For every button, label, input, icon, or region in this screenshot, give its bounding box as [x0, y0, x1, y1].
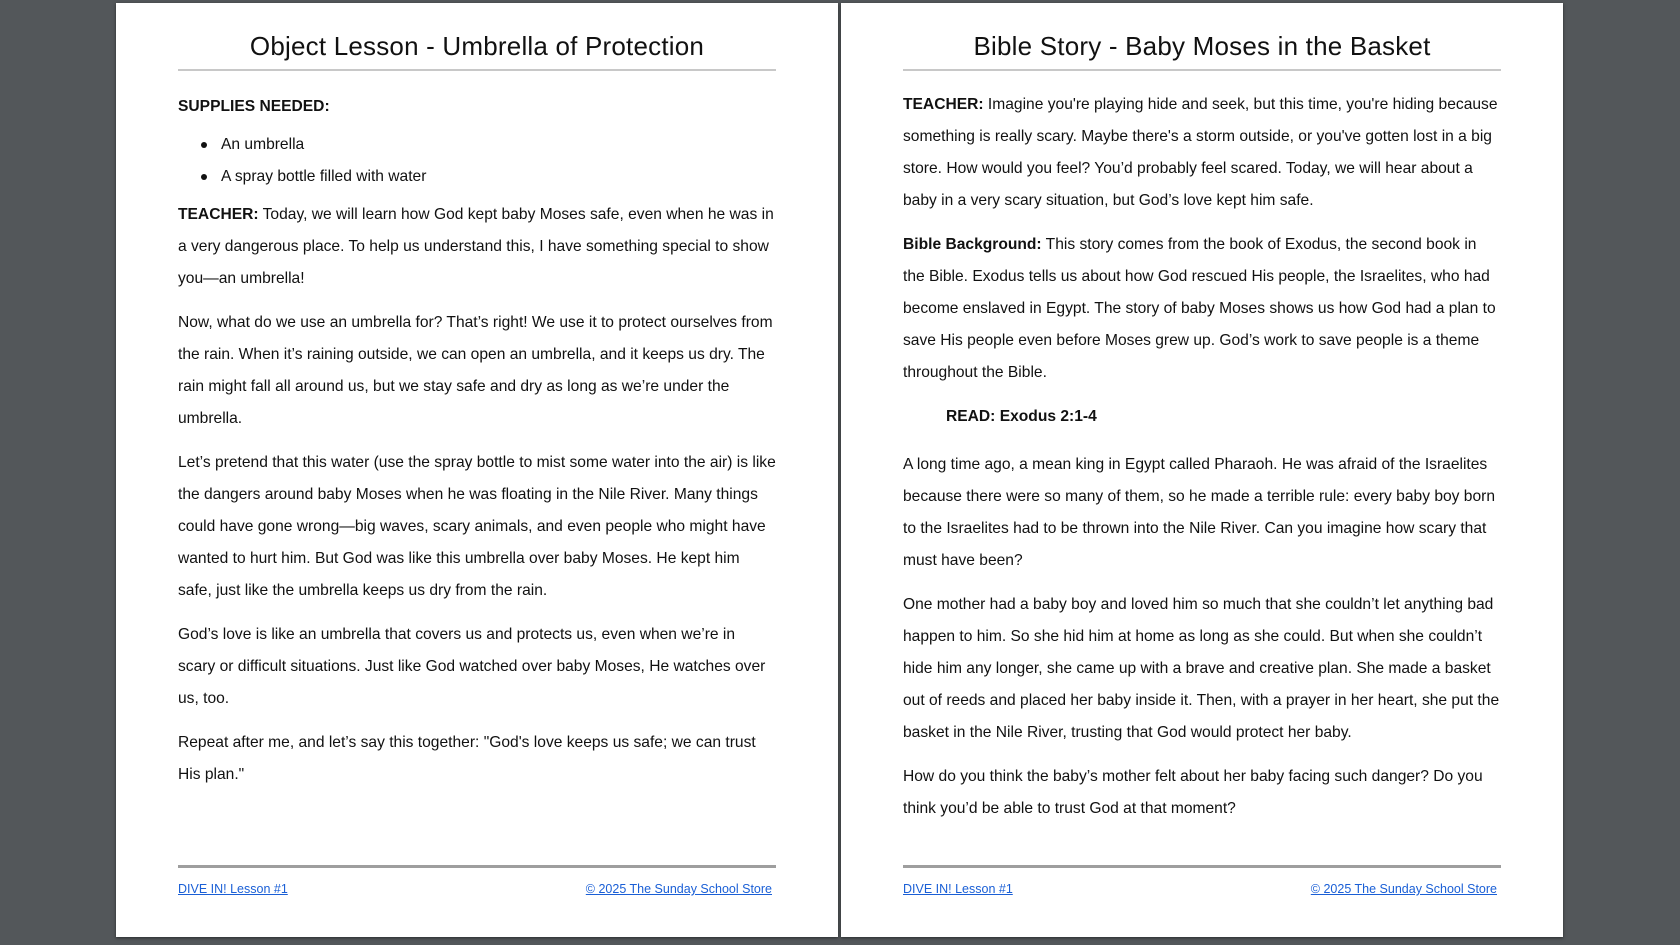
bible-background-paragraph: Bible Background: This story comes from the book of Exodus, the second book in the Bible. Exodus tells us about how God rescued His people, the Israelites, who had become enslaved in Egypt. The story of baby Moses shows us how God had a plan to save His people even before Moses grew up. God’s work to save people is a theme throughout the Bible.: [903, 236, 1496, 381]
story-paragraph: One mother had a baby boy and loved him so much that she couldn’t let anything bad happen to him. So she hid him at home as long as she could. But when she couldn’t hide him any longer, she came up with a brave and creative plan. She made a basket out of reeds and placed her baby inside it. Then, with a prayer in her heart, she put the basket in the Nile River, trusting that God would protect her baby.: [903, 596, 1500, 741]
document-page-right: [841, 3, 1563, 937]
teacher-paragraph: TEACHER: Imagine you're playing hide and seek, but this time, you're hiding because something is really scary. Maybe there's a storm outside, or you've gotten lost in a big store. How would you feel? You’d probably feel scared. Today, we will hear about a baby in a very scary situation, but God’s love kept him safe.: [903, 96, 1498, 209]
page-footer: [903, 865, 1501, 896]
paragraph-label: TEACHER:: [903, 96, 984, 113]
page-title: Object Lesson - Umbrella of Protection: [249, 31, 705, 61]
paragraph: Repeat after me, and let’s say this together: "God's love keeps us safe; we can trust His plan.": [178, 734, 756, 783]
lesson-link[interactable]: DIVE IN! Lesson #1: [903, 882, 1013, 896]
page-body: [903, 89, 1501, 825]
page-footer: [178, 865, 776, 896]
paragraph: Let’s pretend that this water (use the spray bottle to mist some water into the air) is like the dangers around baby Moses when he was floating in the Nile River. Many things could have gone wrong—big waves, scary animals, and even people who might have wanted to hurt him. But God was like this umbrella over baby Moses. He kept him safe, just like the umbrella keeps us dry from the rain.: [178, 454, 776, 599]
paragraph: God’s love is like an umbrella that covers us and protects us, even when we’re in scary or difficult situations. Just like God watched over baby Moses, He watches over us, too.: [178, 626, 766, 707]
page-body: [178, 91, 776, 791]
teacher-paragraph: TEACHER: Today, we will learn how God kept baby Moses safe, even when he was in a very dangerous place. To help us understand this, I have something special to show you—an umbrella!: [178, 206, 774, 287]
paragraph-label: TEACHER:: [178, 206, 259, 223]
paragraph: Now, what do we use an umbrella for? That’s right! We use it to protect ourselves from the rain. When it’s raining outside, we can open an umbrella, and it keeps us dry. The rain might fall all around us, but we stay safe and dry as long as we’re under the umbrella.: [178, 314, 773, 427]
title-divider: [903, 69, 1501, 71]
page-title: Bible Story - Baby Moses in the Basket: [973, 31, 1431, 61]
footer-divider: [903, 865, 1501, 868]
bullet-icon: [201, 142, 207, 148]
footer-divider: [178, 865, 776, 868]
bullet-icon: [201, 174, 207, 180]
copyright-link[interactable]: © 2025 The Sunday School Store: [1310, 882, 1497, 896]
story-paragraph: A long time ago, a mean king in Egypt called Pharaoh. He was afraid of the Israelites because there were so many of them, so he made a terrible rule: every baby boy born to the Israelites had to be thrown into the Nile River. Can you imagine how scary that must have been?: [903, 456, 1496, 569]
document-page-left: [116, 3, 838, 937]
copyright-link[interactable]: © 2025 The Sunday School Store: [585, 882, 772, 896]
scripture-reference: READ: Exodus 2:1-4: [946, 408, 1097, 425]
title-divider: [178, 69, 776, 71]
supplies-list: [178, 129, 776, 193]
supplies-heading: SUPPLIES NEEDED:: [178, 98, 330, 115]
paragraph-label: Bible Background:: [903, 236, 1042, 253]
lesson-link[interactable]: DIVE IN! Lesson #1: [178, 882, 288, 896]
story-paragraph: How do you think the baby’s mother felt about her baby facing such danger? Do you think you’d be able to trust God at that moment?: [903, 768, 1483, 817]
supplies-item: An umbrella: [221, 129, 776, 161]
supplies-item: A spray bottle filled with water: [221, 161, 776, 193]
